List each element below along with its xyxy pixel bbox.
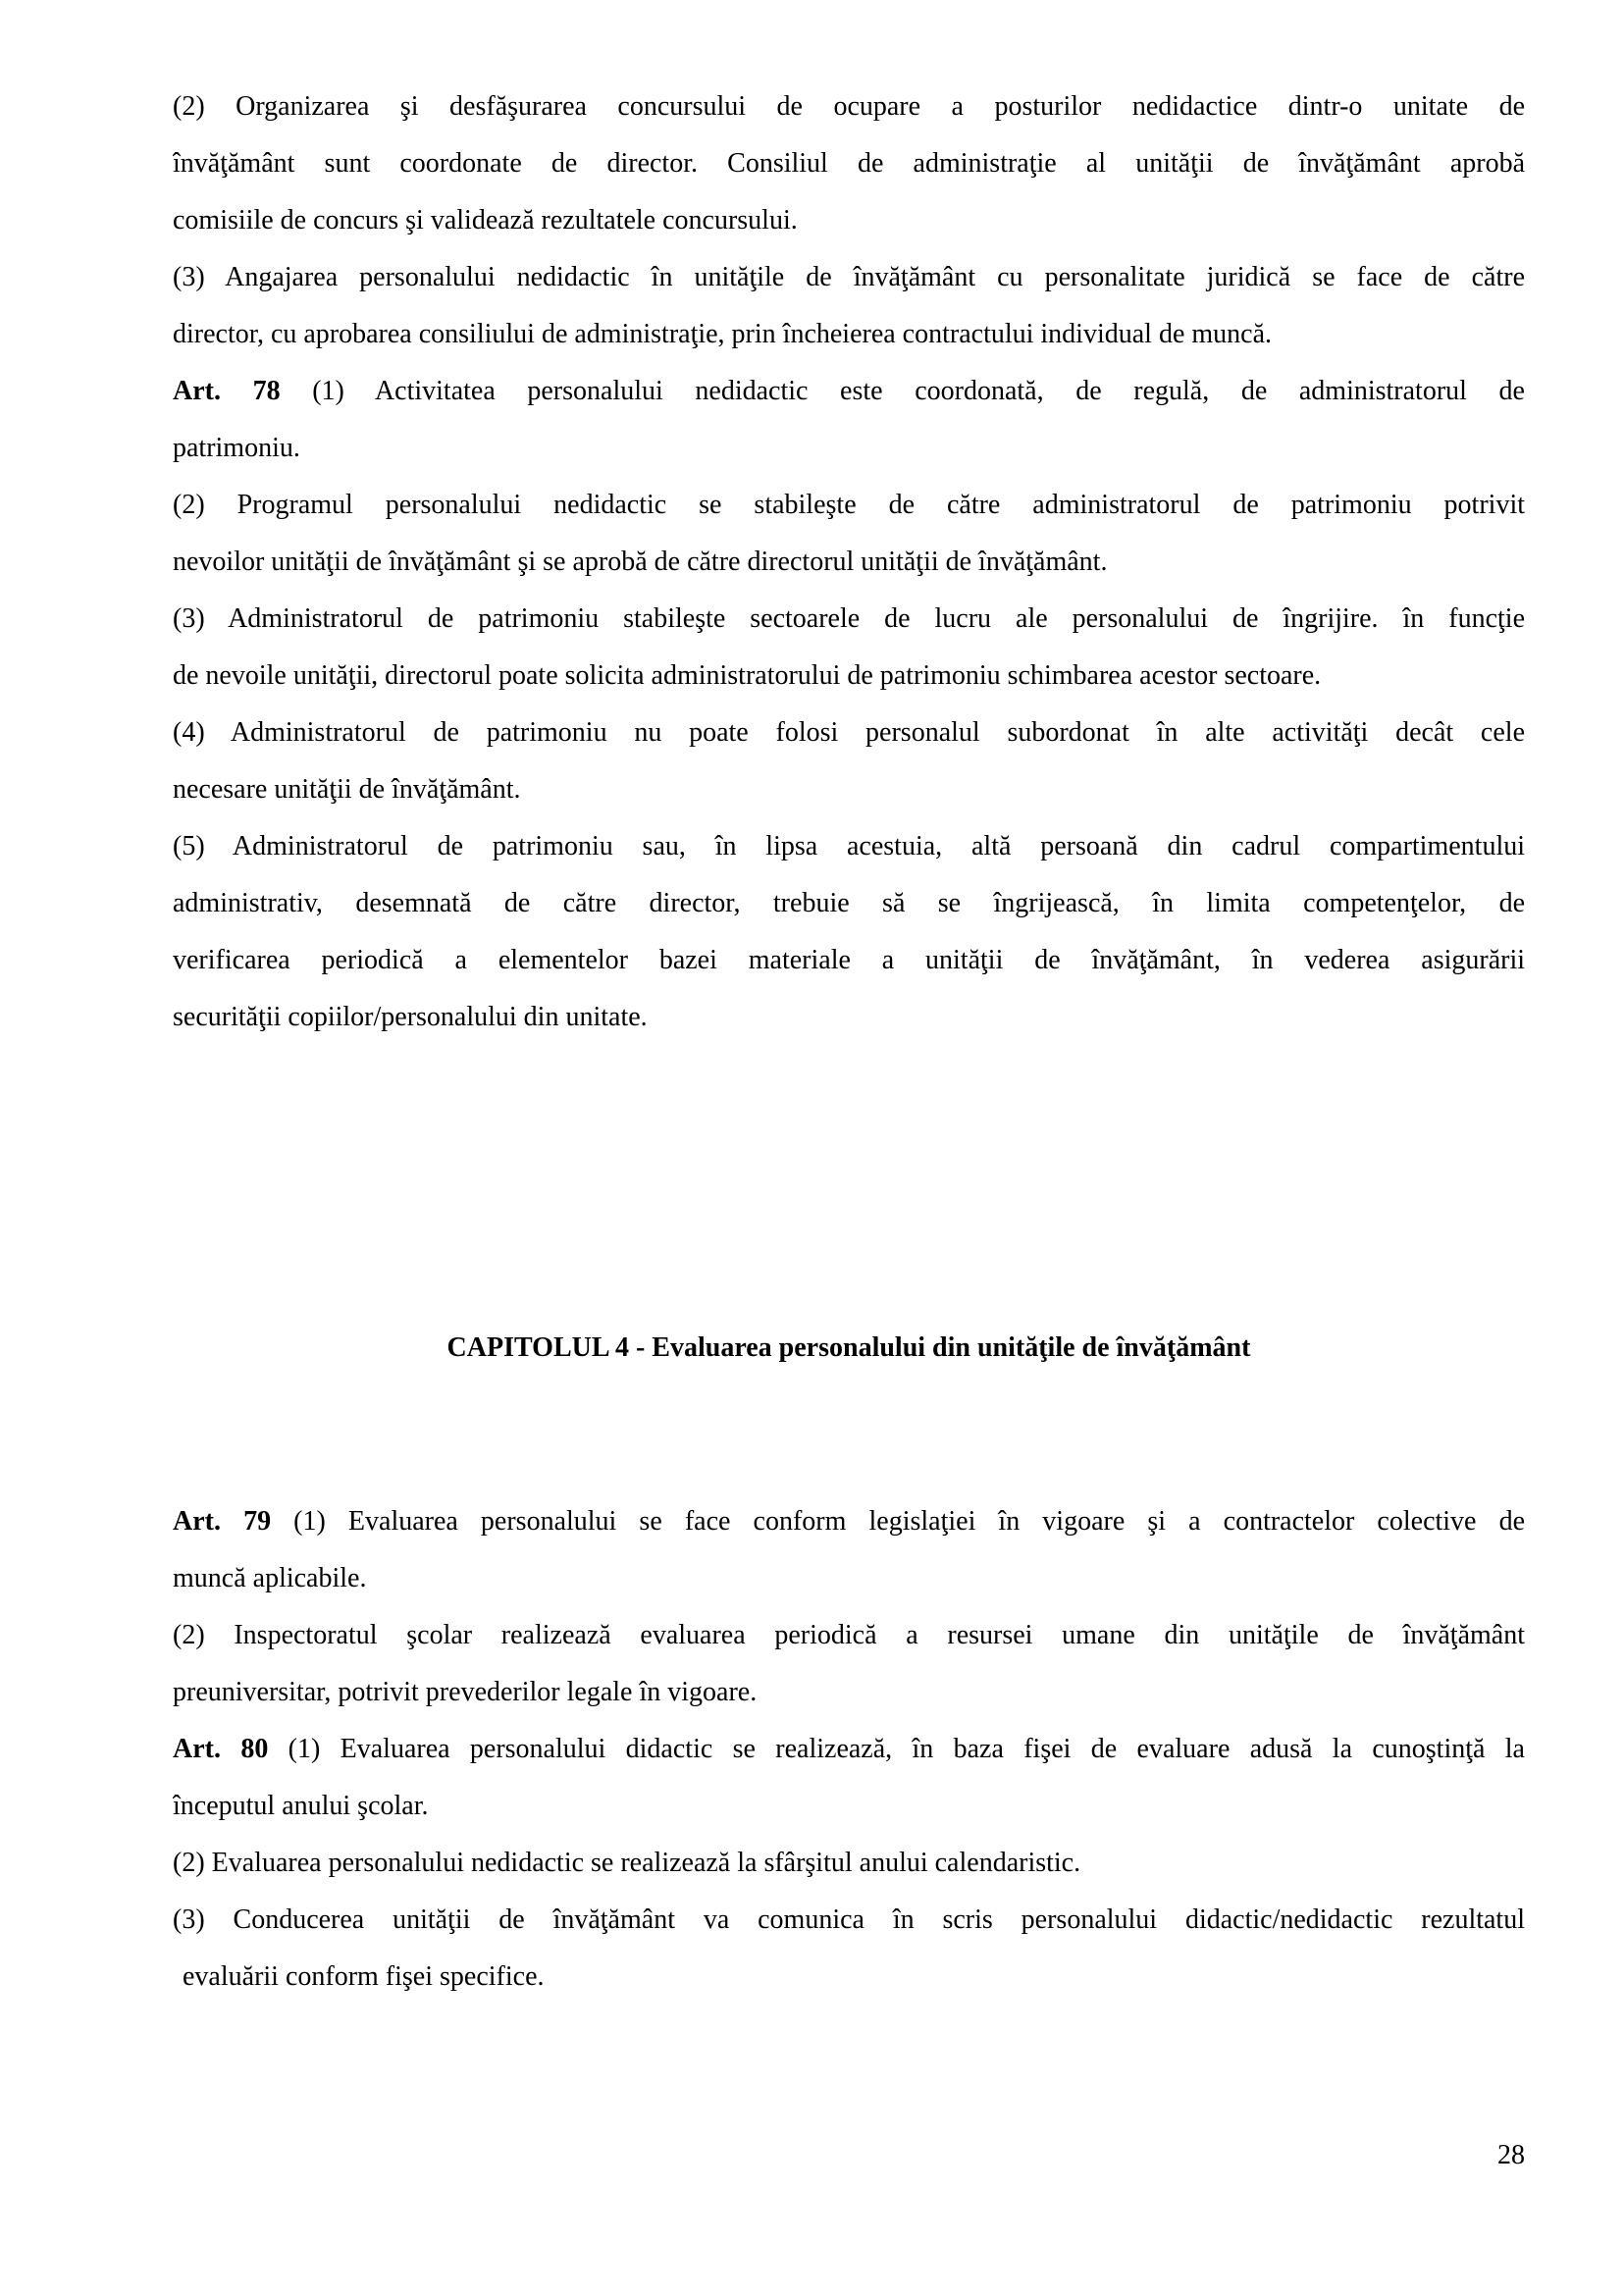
text-line: Art. 80 (1) Evaluarea personalului didactic se realizează, în baza fişei de evaluare adusă la cunoştinţă la	[173, 1734, 1525, 1764]
paragraph	[173, 363, 1525, 477]
text-line: preuniversitar, potrivit prevederilor legale în vigoare.	[173, 1677, 758, 1707]
paragraph	[173, 1835, 1525, 1892]
text-line: (3) Angajarea personalului nedidactic în unităţile de învăţământ cu personalitate juridică se face de către	[173, 262, 1525, 292]
text-line: (2) Organizarea şi desfăşurarea concursului de ocupare a posturilor nedidactice dintr-o unitate de	[173, 91, 1525, 122]
text-line: de nevoile unităţii, directorul poate solicita administratorului de patrimoniu schimbarea acestor sectoare.	[173, 660, 1322, 691]
text-line: securităţii copiilor/personalului din unitate.	[173, 1002, 648, 1032]
text-line: începutul anului şcolar.	[173, 1791, 429, 1821]
article-label: Art. 79	[173, 1506, 272, 1537]
text-line: administrativ, desemnată de către director, trebuie să se îngrijească, în limita competenţelor, de	[173, 888, 1525, 918]
text-line: Art. 79 (1) Evaluarea personalului se face conform legislaţiei în vigoare şi a contractelor colective de	[173, 1506, 1525, 1537]
paragraph	[173, 1607, 1525, 1721]
paragraph	[173, 704, 1525, 818]
text-line: necesare unităţii de învăţământ.	[173, 774, 521, 805]
article-label: Art. 80	[173, 1734, 269, 1764]
body-block-top	[173, 78, 1525, 1046]
text-line: (3) Administratorul de patrimoniu stabileşte sectoarele de lucru ale personalului de îngrijire. în funcţie	[173, 603, 1525, 634]
paragraph	[173, 1493, 1525, 1607]
paragraph	[173, 1721, 1525, 1835]
article-label: Art. 78	[173, 376, 281, 406]
paragraph	[173, 818, 1525, 1046]
text-line: (3) Conducerea unităţii de învăţământ va comunica în scris personalului didactic/nedidactic rezultatul	[173, 1904, 1525, 1935]
text-line: nevoilor unităţii de învăţământ şi se aprobă de către directorul unităţii de învăţământ.	[173, 547, 1108, 577]
page-number: 28	[1497, 2140, 1525, 2170]
text-line: (2) Evaluarea personalului nedidactic se realizează la sfârşitul anului calendaristic.	[173, 1848, 1081, 1878]
text-line: comisiile de concurs şi validează rezultatele concursului.	[173, 205, 798, 235]
text-line: muncă aplicabile.	[173, 1563, 367, 1593]
text-line: director, cu aprobarea consiliului de administraţie, prin încheierea contractului individual de muncă.	[173, 319, 1273, 349]
chapter-heading: CAPITOLUL 4 - Evaluarea personalului din unităţile de învăţământ	[446, 1332, 1251, 1363]
paragraph	[173, 78, 1525, 249]
text-line: Art. 78 (1) Activitatea personalului nedidactic este coordonată, de regulă, de administratorul de	[173, 376, 1525, 406]
paragraph	[173, 1892, 1525, 2006]
paragraph	[173, 591, 1525, 704]
text-line: învăţământ sunt coordonate de director. Consiliul de administraţie al unităţii de învăţământ aprobă	[173, 148, 1525, 179]
paragraph	[173, 249, 1525, 363]
text-line: (2) Programul personalului nedidactic se stabileşte de către administratorul de patrimoniu potrivit	[173, 490, 1525, 520]
body-block-bottom	[173, 1493, 1525, 2006]
text-line: verificarea periodică a elementelor bazei materiale a unităţii de învăţământ, în vederea asigurării	[173, 945, 1525, 975]
text-line: (5) Administratorul de patrimoniu sau, în lipsa acestuia, altă persoană din cadrul compartimentului	[173, 831, 1525, 861]
text-line: (2) Inspectoratul şcolar realizează evaluarea periodică a resursei umane din unităţile de învăţământ	[173, 1620, 1525, 1650]
text-line: (4) Administratorul de patrimoniu nu poate folosi personalul subordonat în alte activităţi decât cele	[173, 717, 1525, 748]
text-line: evaluării conform fişei specifice.	[183, 1961, 545, 1992]
paragraph	[173, 477, 1525, 591]
text-line: patrimoniu.	[173, 433, 300, 463]
